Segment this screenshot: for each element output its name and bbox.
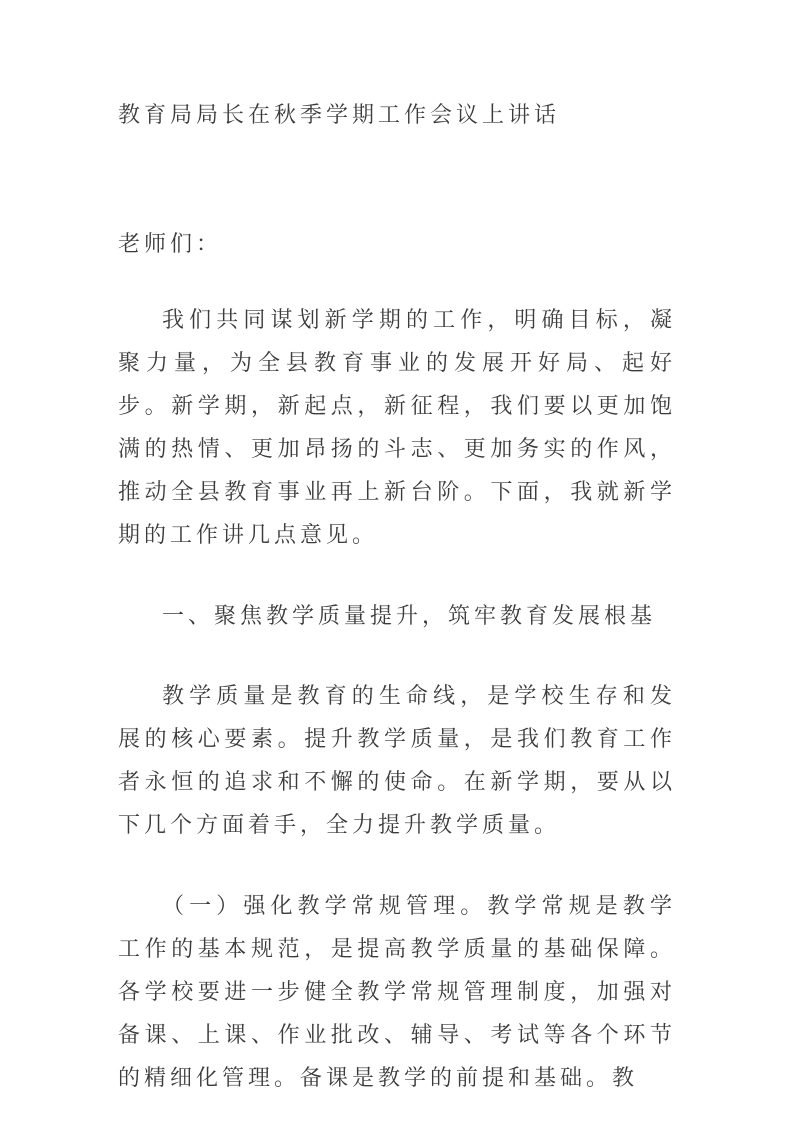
salutation: 老师们： <box>118 232 223 257</box>
document-title: 教育局局长在秋季学期工作会议上讲话 <box>118 103 561 128</box>
section1-paragraph: 教学质量是教育的生命线，是学校生存和发展的核心要素。提升教学质量，是我们教育工作者永恒的追求和不懈的使命。在新学期，要从以下几个方面着手，全力提升教学质量。 <box>118 684 676 838</box>
section1-heading: 一、聚焦教学质量提升，筑牢教育发展根基 <box>162 604 657 629</box>
intro-paragraph: 我们共同谋划新学期的工作，明确目标，凝聚力量，为全县教育事业的发展开好局、起好步。新学期，新起点，新征程，我们要以更加饱满的热情、更加昂扬的斗志、更加务实的作风，推动全县教育事业再上新台阶。下面，我就新学期的工作讲几点意见。 <box>118 308 676 548</box>
subsection1-paragraph: （一）强化教学常规管理。教学常规是教学工作的基本规范，是提高教学质量的基础保障。各学校要进一步健全教学常规管理制度，加强对备课、上课、作业批改、辅导、考试等各个环节的精细化管理。备课是教学的前提和基础。教 <box>118 894 676 1091</box>
